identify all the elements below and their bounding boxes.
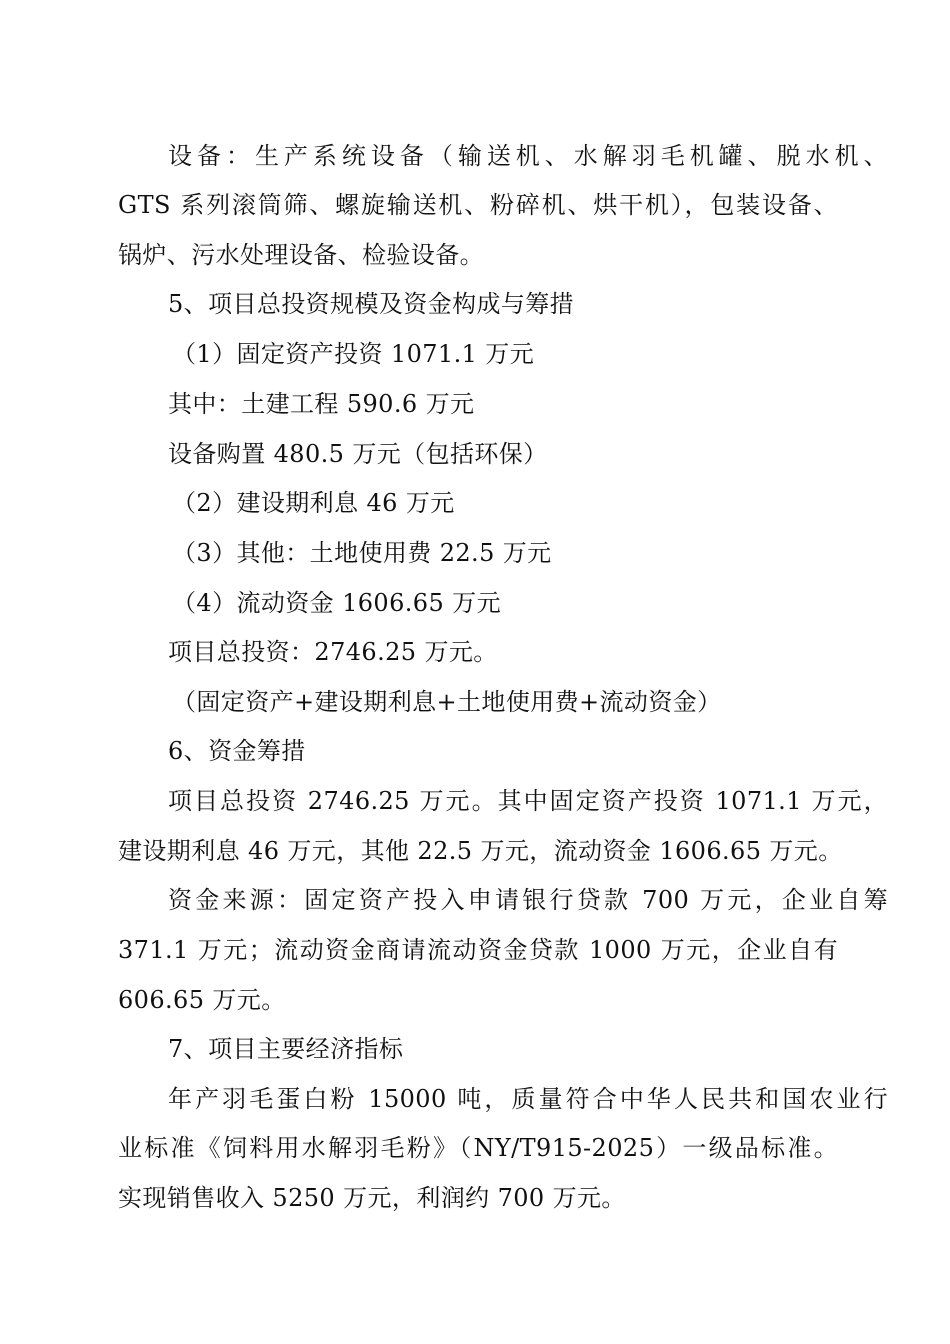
funding-source-line-3: 606.65 万元。 xyxy=(118,986,286,1014)
total-investment-formula: （固定资产+建设期利息+土地使用费+流动资金） xyxy=(172,688,722,716)
funding-source-line-2: 371.1 万元；流动资金商请流动资金贷款 1000 万元，企业自有 xyxy=(118,936,838,964)
equipment-paragraph-line-1: 设备：生产系统设备（输送机、水解羽毛机罐、脱水机、 xyxy=(168,142,888,170)
fixed-asset-investment: （1）固定资产投资 1071.1 万元 xyxy=(172,340,535,368)
section-7-heading: 7、项目主要经济指标 xyxy=(168,1035,404,1063)
funding-paragraph-line-1: 项目总投资 2746.25 万元。其中固定资产投资 1071.1 万元， xyxy=(168,787,888,815)
economic-indicator-line-3: 实现销售收入 5250 万元，利润约 700 万元。 xyxy=(118,1184,626,1212)
section-6-heading: 6、资金筹措 xyxy=(168,737,306,765)
economic-indicator-line-1: 年产羽毛蛋白粉 15000 吨，质量符合中华人民共和国农业行 xyxy=(168,1085,888,1113)
working-capital: （4）流动资金 1606.65 万元 xyxy=(172,589,501,617)
equipment-paragraph-line-3: 锅炉、污水处理设备、检验设备。 xyxy=(118,241,484,269)
equipment-purchase-cost: 设备购置 480.5 万元（包括环保） xyxy=(168,440,548,468)
land-use-fee: （3）其他：土地使用费 22.5 万元 xyxy=(172,539,552,567)
economic-indicator-line-2: 业标准《饲料用水解羽毛粉》（NY/T915-2025）一级品标准。 xyxy=(118,1134,838,1162)
equipment-paragraph-line-2: GTS 系列滚筒筛、螺旋输送机、粉碎机、烘干机），包装设备、 xyxy=(118,191,838,219)
funding-paragraph-line-2: 建设期利息 46 万元，其他 22.5 万元，流动资金 1606.65 万元。 xyxy=(118,837,843,865)
funding-source-line-1: 资金来源：固定资产投入申请银行贷款 700 万元，企业自筹 xyxy=(168,886,888,914)
section-5-heading: 5、项目总投资规模及资金构成与筹措 xyxy=(168,290,575,318)
total-investment: 项目总投资：2746.25 万元。 xyxy=(168,638,498,666)
construction-cost: 其中：土建工程 590.6 万元 xyxy=(168,390,475,418)
construction-interest: （2）建设期利息 46 万元 xyxy=(172,489,455,517)
